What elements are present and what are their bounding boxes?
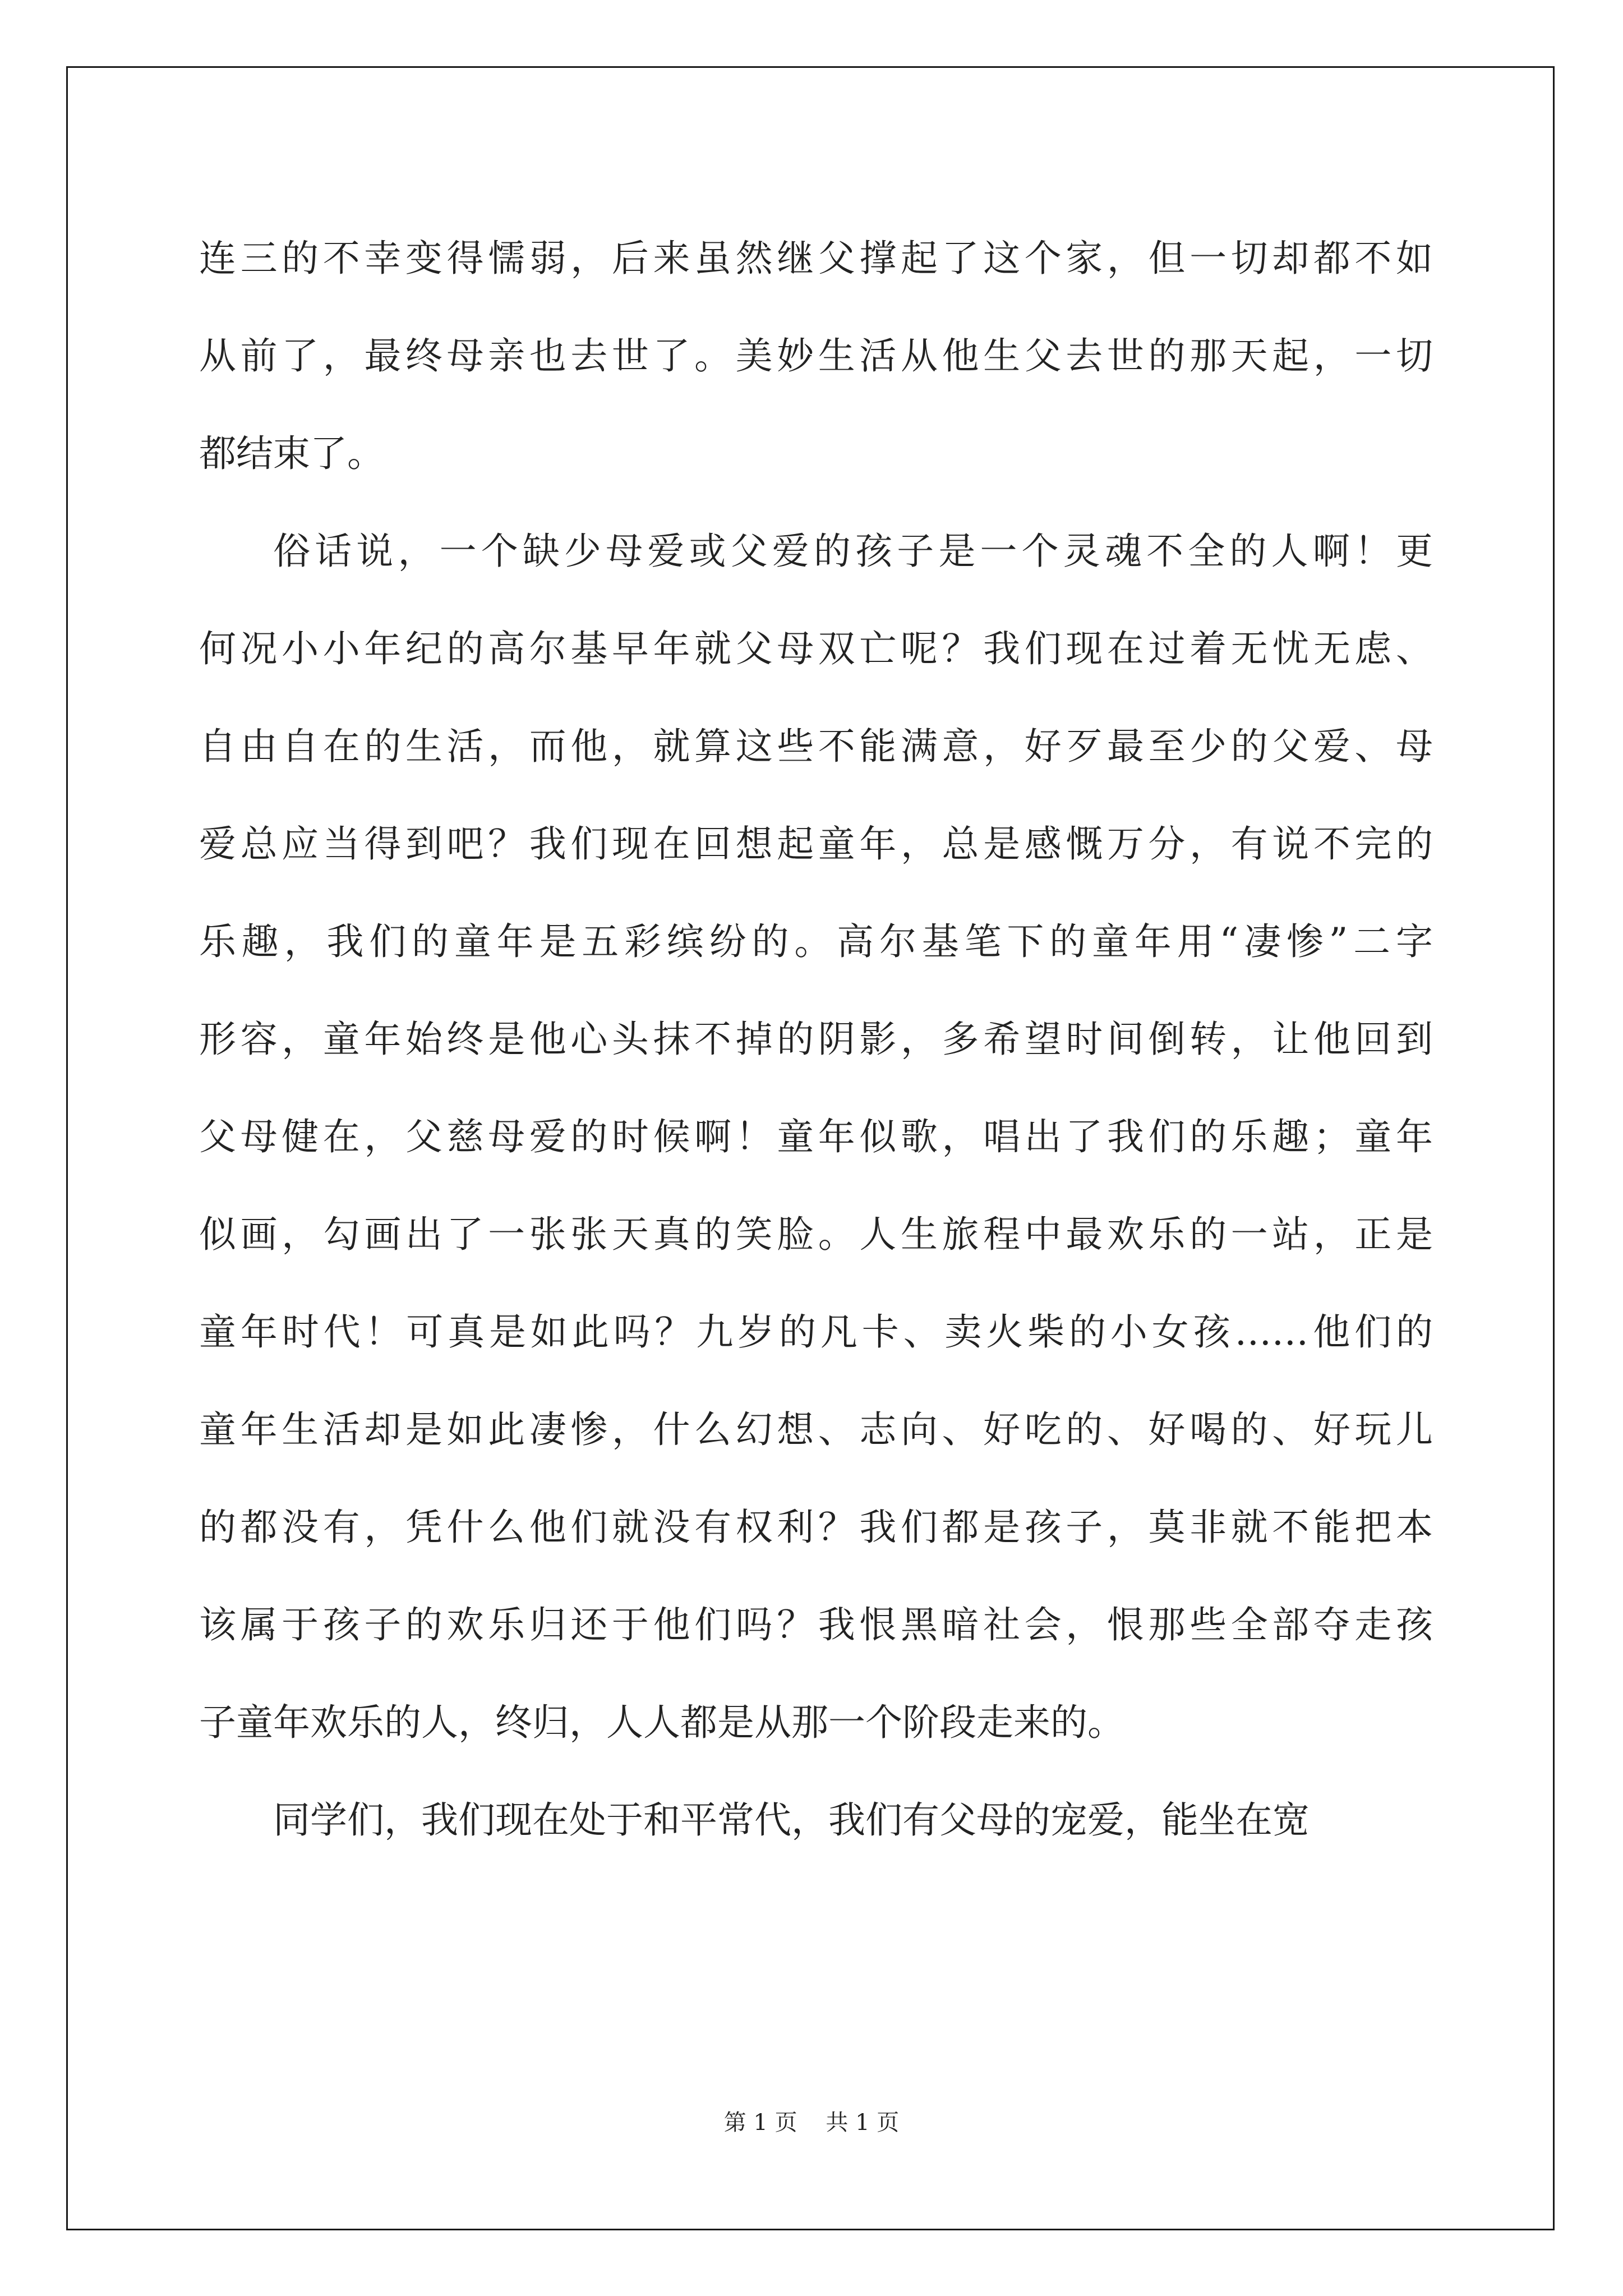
paragraph-line: 似画，勾画出了一张张天真的笑脸。人生旅程中最欢乐的一站，正是 [199,1213,1433,1256]
document-body [199,210,1433,1869]
paragraph-line: 同学们，我们现在处于和平常代，我们有父母的宠爱，能坐在宽 [273,1798,1310,1842]
page-number-footer: 第 1 页 共 1 页 [723,2110,900,2136]
paragraph-line: 从前了，最终母亲也去世了。美妙生活从他生父去世的那天起，一切 [199,334,1433,378]
paragraph-line: 连三的不幸变得懦弱，后来虽然继父撑起了这个家，但一切却都不如 [199,237,1433,280]
paragraph-line: 俗话说，一个缺少母爱或父爱的孩子是一个灵魂不全的人啊！更 [273,530,1433,573]
paragraph-line: 形容，童年始终是他心头抹不掉的阴影，多希望时间倒转，让他回到 [199,1018,1433,1061]
paragraph-line: 爱总应当得到吧？我们现在回想起童年，总是感慨万分，有说不完的 [199,822,1433,866]
paragraph-line: 父母健在，父慈母爱的时候啊！童年似歌，唱出了我们的乐趣；童年 [199,1115,1433,1158]
paragraph-line: 童年时代！可真是如此吗？九岁的凡卡、卖火柴的小女孩……他们的 [199,1310,1433,1354]
paragraph-line: 的都没有，凭什么他们就没有权利？我们都是孩子，莫非就不能把本 [199,1506,1433,1549]
paragraph-line: 都结束了。 [199,432,384,475]
paragraph-line: 自由自在的生活，而他，就算这些不能满意，好歹最至少的父爱、母 [199,725,1433,768]
paragraph-line: 何况小小年纪的高尔基早年就父母双亡呢？我们现在过着无忧无虑、 [199,627,1433,670]
paragraph-line: 童年生活却是如此凄惨，什么幻想、志向、好吃的、好喝的、好玩儿 [199,1408,1433,1451]
paragraph-line: 该属于孩子的欢乐归还于他们吗？我恨黑暗社会，恨那些全部夺走孩 [199,1603,1433,1646]
paragraph-line: 乐趣，我们的童年是五彩缤纷的。高尔基笔下的童年用“凄惨”二字 [199,920,1433,963]
paragraph-line: 子童年欢乐的人，终归，人人都是从那一个阶段走来的。 [199,1701,1124,1744]
